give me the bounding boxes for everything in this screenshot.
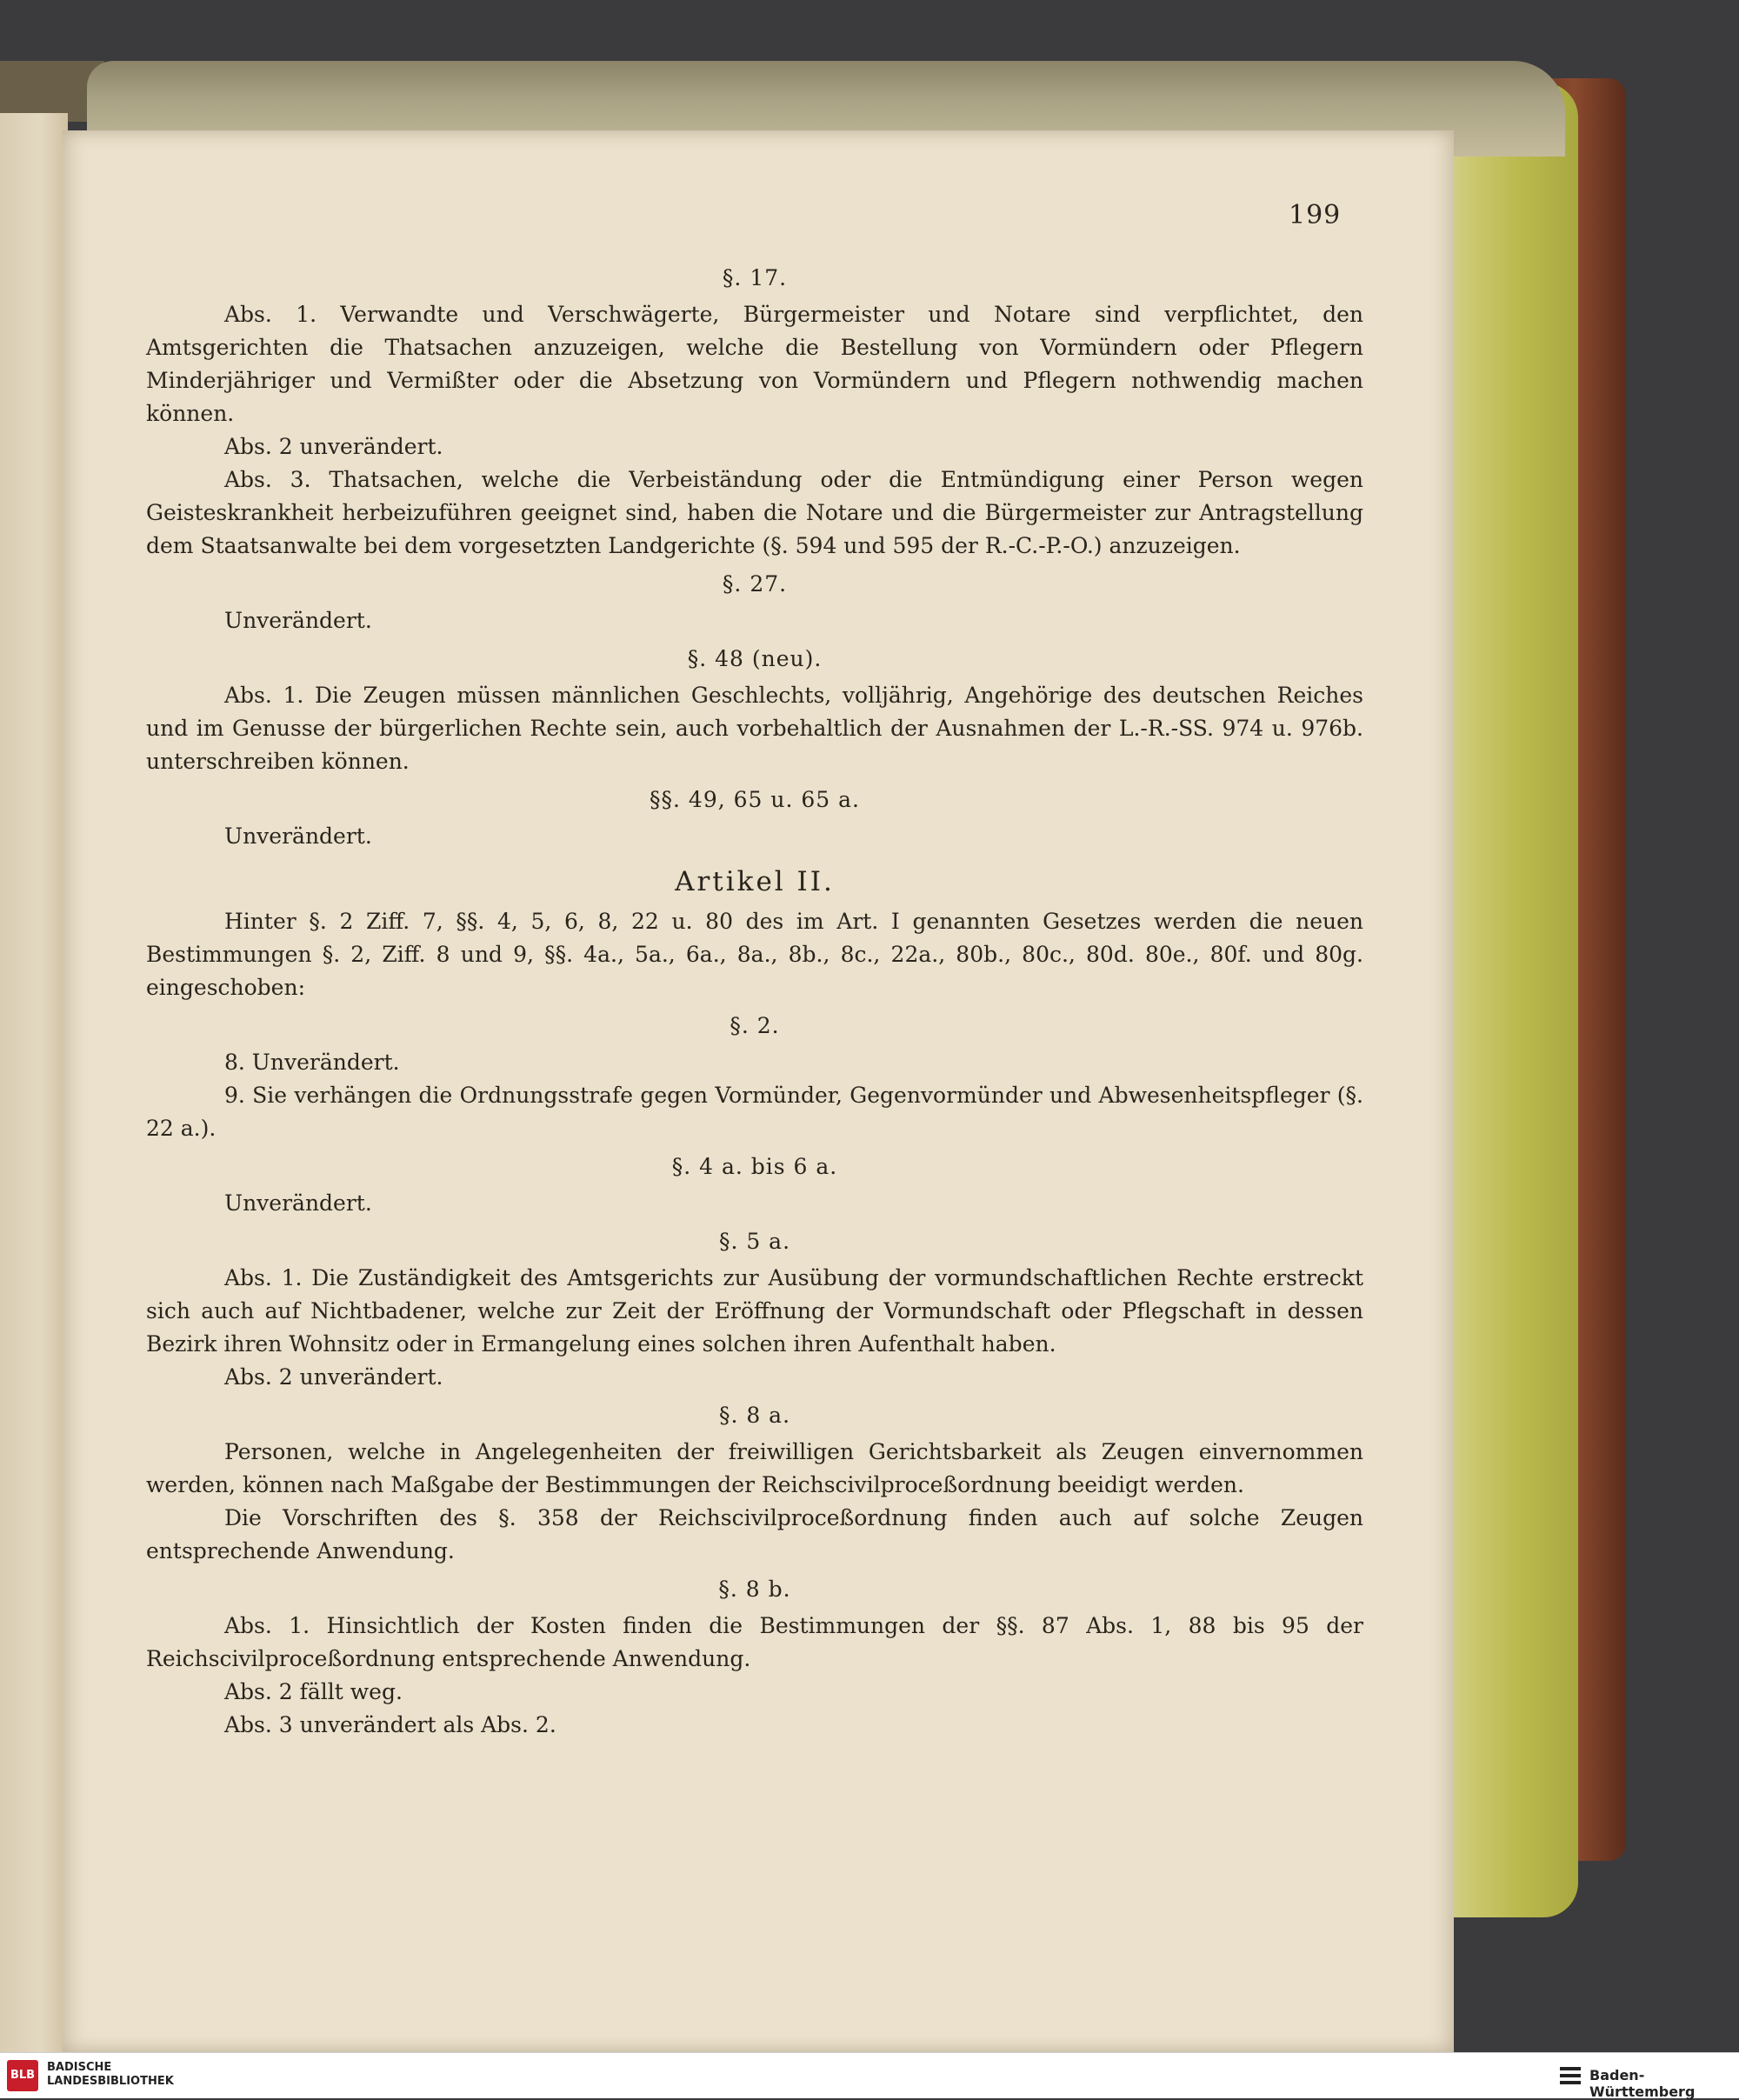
paragraph: 9. Sie verhängen die Ordnungsstrafe gegen Vormünder, Gegenvormünder und Abwesenheitspfleger (§. 22 a.). [146,1083,1363,1141]
page-number: 199 [1289,200,1342,230]
paragraph: Hinter §. 2 Ziff. 7, §§. 4, 5, 6, 8, 22 u. 80 des im Art. I genannten Gesetzes werden die neuen Bestimmungen §. 2, Ziff. 8 und 9, §§. 4a., 5a., 6a., 8a., 8b., 8c., 22a., 80b., 80c., 80d. 80e., 80f. und 80g. eingeschoben: [146,909,1363,1000]
section-heading: §. 8 b. [718,1577,791,1602]
book-page [63,130,1454,2052]
paragraph: Abs. 1. Die Zuständigkeit des Amtsgerichts zur Ausübung der vormundschaftlichen Rechte erstreckt sich auch auf Nichtbadener, welche zur Zeit der Eröffnung der Vormundschaft oder Pflegschaft in dessen Bezirk ihren Wohnsitz oder in Ermangelung eines solchen ihren Aufenthalt haben. [146,1265,1363,1357]
section-heading: §. 4 a. bis 6 a. [671,1154,838,1179]
page-block-edge [1435,83,1578,1917]
section-heading: §. 27. [722,571,788,597]
paragraph: Abs. 1. Verwandte und Verschwägerte, Bürgermeister und Notare sind verpflichtet, den Amtsgerichten die Thatsachen anzuzeigen, welche die Bestellung von Vormündern oder Pflegern Minderjähriger und Vermißter oder die Absetzung von Vormündern und Pflegern nothwendig machen können. [146,302,1363,426]
paragraph: Abs. 1. Hinsichtlich der Kosten finden die Bestimmungen der §§. 87 Abs. 1, 88 bis 95 der Reichscivilproceßordnung entsprechende Anwendung. [146,1613,1363,1671]
blb-name-line2: LANDESBIBLIOTHEK [47,2075,174,2088]
paragraph: Abs. 2 unverändert. [224,434,443,459]
baden-wuerttemberg-label[interactable]: Baden-Württemberg [1589,2067,1696,2100]
section-heading: §. 2. [730,1013,780,1038]
section-heading: §§. 49, 65 u. 65 a. [650,787,860,812]
paragraph: Unverändert. [224,823,372,849]
section-heading: §. 17. [722,265,788,290]
paragraph: Abs. 3. Thatsachen, welche die Verbeiständung oder die Entmündigung einer Person wegen Geisteskrankheit herbeizuführen geeignet sind, haben die Notare und die Bürgermeister zur Antragstellung dem Staatsanwalte bei dem vorgesetzten Landgerichte (§. 594 und 595 der R.-C.-P.-O.) anzuzeigen. [146,467,1363,558]
paragraph: Unverändert. [224,1190,372,1216]
paragraph: Unverändert. [224,608,372,633]
blb-name-line1: BADISCHE [47,2061,112,2074]
paragraph: 8. Unverändert. [224,1050,400,1075]
section-heading: §. 48 (neu). [687,646,823,671]
blb-name[interactable] [47,2061,174,2089]
paragraph: Abs. 2 fällt weg. [224,1679,403,1704]
paragraph: Abs. 1. Die Zeugen müssen männlichen Geschlechts, volljährig, Angehörige des deutschen Reiches und im Genusse der bürgerlichen Rechte sein, auch vorbehaltlich der Ausnahmen der L.-R.-SS. 974 u. 976b. unterschreiben können. [146,683,1363,774]
footer-bar [0,2052,1739,2098]
paragraph: Die Vorschriften des §. 358 der Reichscivilproceßordnung finden auch auf solche Zeugen entsprechende Anwendung. [146,1505,1363,1563]
section-heading: §. 5 a. [718,1229,791,1254]
baden-wuerttemberg-lions-icon [1558,2063,1582,2088]
left-facing-page [0,113,68,2052]
section-heading: §. 8 a. [718,1403,791,1428]
paragraph: Abs. 2 unverändert. [224,1364,443,1390]
blb-logo-icon[interactable]: BLB [7,2060,38,2091]
paragraph: Personen, welche in Angelegenheiten der freiwilligen Gerichtsbarkeit als Zeugen einvernommen werden, können nach Maßgabe der Bestimmungen der Reichscivilproceßordnung beeidigt werden. [146,1439,1363,1497]
article-heading: Artikel II. [675,866,835,897]
paragraph: Abs. 3 unverändert als Abs. 2. [224,1712,556,1737]
page-text [146,257,1363,1742]
